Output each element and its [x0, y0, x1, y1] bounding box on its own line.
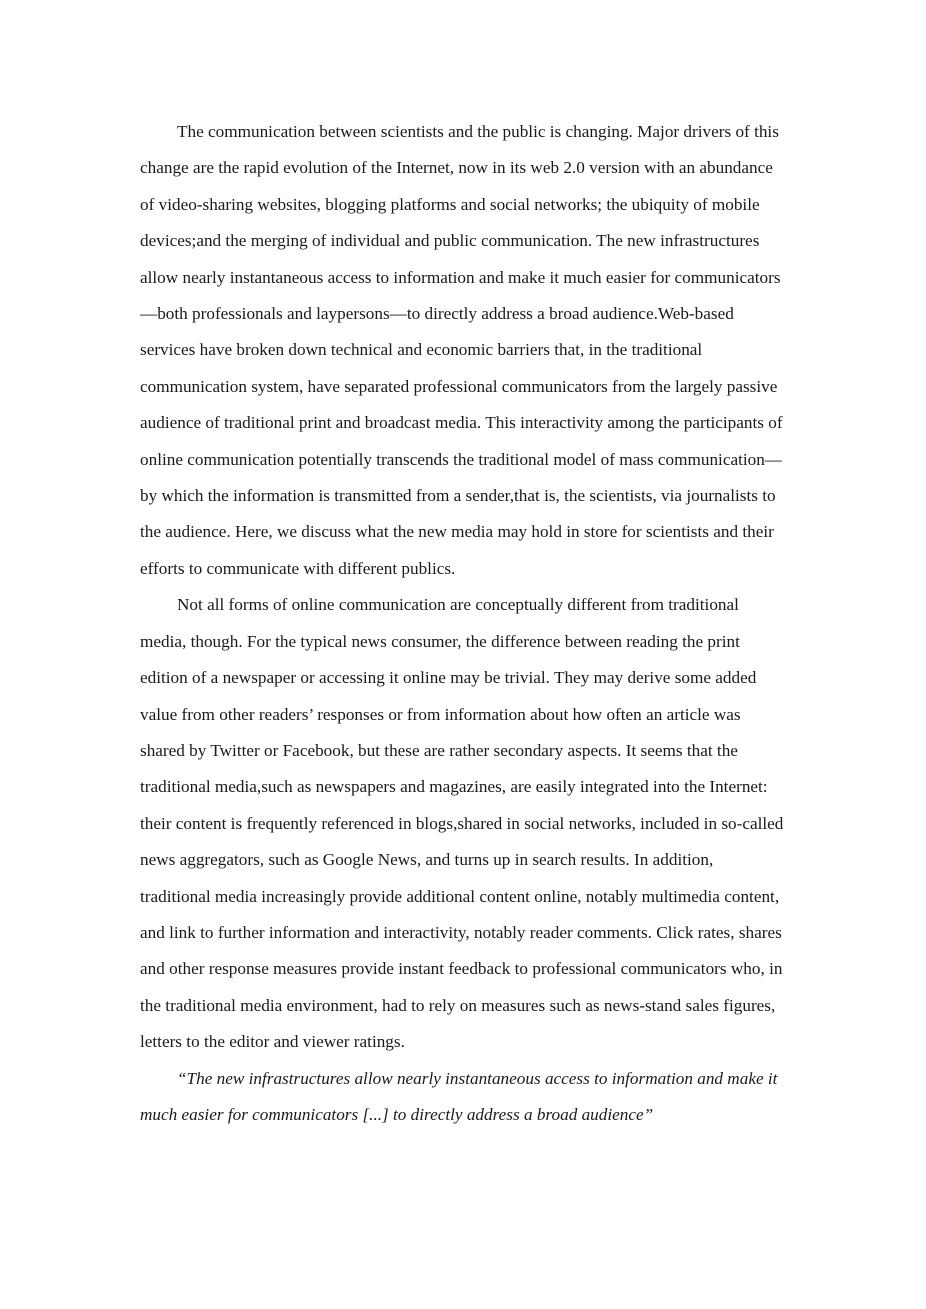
pull-quote: “The new infrastructures allow nearly instantaneous access to information and make it much easier for communicators [...] to directly address a broad audience” — [140, 1068, 778, 1124]
paragraph-1: The communication between scientists and the public is changing. Major drivers of this change are the rapid evolution of the Internet, now in its web 2.0 version with an abundance of video-sharing websites, blogging platforms and social networks; the ubiquity of mobile devices;and the merging of individual and public communication. The new infrastructures allow nearly instantaneous access to information and make it much easier for communicators—both professionals and laypersons—to directly address a broad audience.Web-based services have broken down technical and economic barriers that, in the traditional communication system, have separated professional communicators from the largely passive audience of traditional print and broadcast media. This interactivity among the participants of online communication potentially transcends the traditional model of mass communication—by which the information is transmitted from a sender,that is, the scientists, via journalists to the audience. Here, we discuss what the new media may hold in store for scientists and their efforts to communicate with different publics. — [140, 122, 783, 578]
paragraph-2: Not all forms of online communication are conceptually different from traditional media, though. For the typical news consumer, the difference between reading the print edition of a newspaper or accessing it online may be trivial. They may derive some added value from other readers’ responses or from information about how often an article was shared by Twitter or Facebook, but these are rather secondary aspects. It seems that the traditional media,such as newspapers and magazines, are easily integrated into the Internet: their content is frequently referenced in blogs,shared in social networks, included in so-called news aggregators, such as Google News, and turns up in search results. In addition, traditional media increasingly provide additional content online, notably multimedia content, and link to further information and interactivity, notably reader comments. Click rates, shares and other response measures provide instant feedback to professional communicators who, in the traditional media environment, had to rely on measures such as news-stand sales figures, letters to the editor and viewer ratings. — [140, 595, 784, 1052]
body-text — [140, 114, 786, 1133]
